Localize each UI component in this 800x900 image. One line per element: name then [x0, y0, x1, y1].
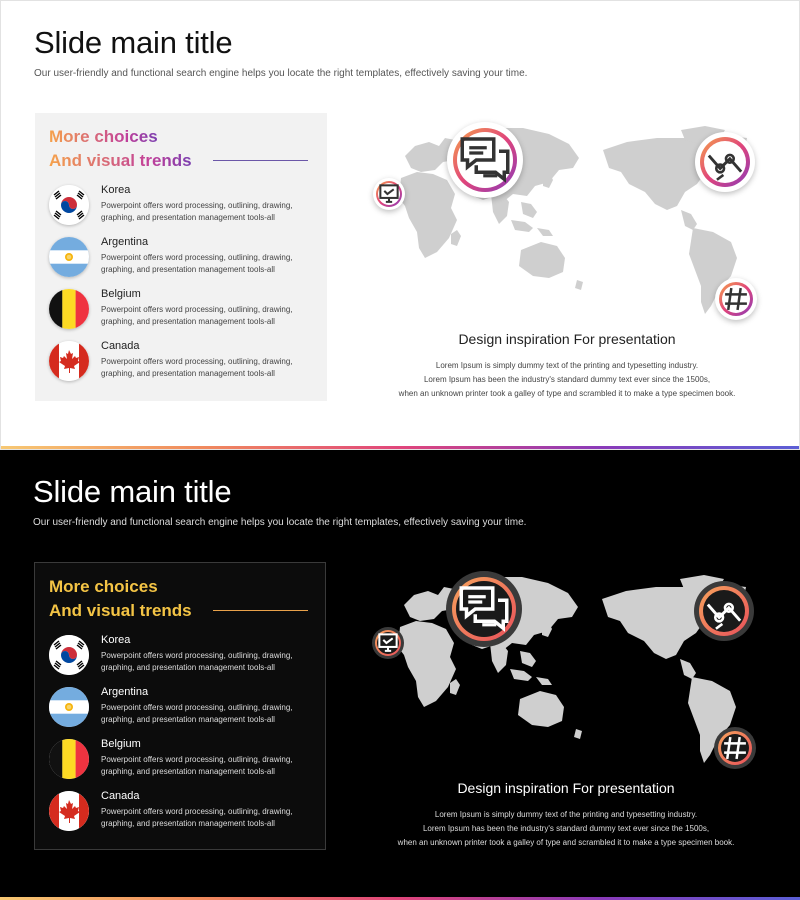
panel-heading-line2: And visual trends: [49, 601, 192, 620]
canada-flag-icon: [49, 791, 89, 831]
korea-flag-icon: [49, 635, 89, 675]
gradient-divider: [1, 446, 800, 449]
presentation-board-icon: [377, 543, 399, 743]
country-description: [101, 650, 316, 673]
text-line: graphing, and presentation management tools-all: [101, 662, 275, 672]
canada-flag-icon: [49, 341, 89, 381]
world-map: [381, 116, 766, 316]
slide-subtitle: Our user-friendly and functional search engine helps you locate the right templates, effectively saving your time.: [33, 517, 527, 528]
country-name: Korea: [101, 184, 131, 196]
country-description: [101, 356, 316, 379]
korea-flag-icon: [49, 185, 89, 225]
map-pin-presentation[interactable]: [373, 178, 405, 210]
country-description: [101, 806, 316, 829]
text-line: Lorem Ipsum has been the industry's standard dummy text ever since the 1500s,: [422, 824, 710, 833]
map-description: [381, 359, 753, 401]
country-description: [101, 252, 316, 275]
country-name: Canada: [101, 340, 140, 352]
map-description: [380, 808, 752, 850]
country-item-korea: [49, 185, 319, 231]
world-map: [380, 565, 765, 765]
country-item-korea: [49, 635, 319, 681]
country-name: Canada: [101, 790, 140, 802]
country-name: Belgium: [101, 288, 141, 300]
country-item-belgium: [49, 739, 319, 785]
chat-bubbles-icon: [457, 60, 513, 260]
text-line: graphing, and presentation management tools-all: [101, 316, 275, 326]
text-line: Powerpoint offers word processing, outlining, drawing,: [101, 357, 293, 366]
panel-heading-line1: More choices: [49, 577, 158, 596]
text-line: when an unknown printer took a galley of type and scrambled it to make a type specimen book.: [397, 838, 735, 847]
chat-bubbles-icon: [456, 509, 512, 709]
text-line: Powerpoint offers word processing, outlining, drawing,: [101, 201, 293, 210]
text-line: Powerpoint offers word processing, outlining, drawing,: [101, 651, 293, 660]
slide-title: Slide main title: [34, 25, 233, 60]
heading-divider: [213, 610, 308, 611]
country-item-canada: [49, 341, 319, 387]
text-line: when an unknown printer took a galley of type and scrambled it to make a type specimen book.: [398, 389, 736, 398]
text-line: Lorem Ipsum is simply dummy text of the printing and typesetting industry.: [434, 810, 698, 819]
country-description: [101, 754, 316, 777]
map-pin-chat[interactable]: [446, 571, 522, 647]
belgium-flag-icon: [49, 289, 89, 329]
country-item-argentina: [49, 687, 319, 733]
country-description: [101, 200, 316, 223]
text-line: Powerpoint offers word processing, outlining, drawing,: [101, 703, 293, 712]
text-line: graphing, and presentation management tools-all: [101, 212, 275, 222]
text-line: Lorem Ipsum has been the industry's standard dummy text ever since the 1500s,: [423, 375, 711, 384]
text-line: Powerpoint offers word processing, outlining, drawing,: [101, 305, 293, 314]
belgium-flag-icon: [49, 739, 89, 779]
panel-heading-line1: More choices: [49, 127, 158, 146]
country-name: Belgium: [101, 738, 141, 750]
country-item-canada: [49, 791, 319, 837]
panel-heading-line2: And visual trends: [49, 151, 192, 170]
country-description: [101, 702, 316, 725]
slide-title: Slide main title: [33, 474, 232, 509]
presentation-board-icon: [378, 94, 400, 294]
slide-dark: [0, 450, 800, 900]
map-caption: Design inspiration For presentation: [458, 331, 676, 347]
country-item-argentina: [49, 237, 319, 283]
text-line: graphing, and presentation management tools-all: [101, 766, 275, 776]
text-line: Lorem Ipsum is simply dummy text of the printing and typesetting industry.: [435, 361, 699, 370]
country-name: Argentina: [101, 686, 149, 698]
country-name: Korea: [101, 634, 131, 646]
text-line: graphing, and presentation management tools-all: [101, 818, 275, 828]
map-pin-presentation[interactable]: [372, 627, 404, 659]
argentina-flag-icon: [49, 687, 89, 727]
map-pin-chat[interactable]: [447, 122, 523, 198]
map-caption: Design inspiration For presentation: [457, 780, 675, 796]
argentina-flag-icon: [49, 237, 89, 277]
text-line: graphing, and presentation management tools-all: [101, 368, 275, 378]
text-line: graphing, and presentation management tools-all: [101, 714, 275, 724]
country-panel: [34, 562, 326, 850]
map-pin-analytics[interactable]: [694, 581, 754, 641]
text-line: graphing, and presentation management tools-all: [101, 264, 275, 274]
map-pin-hashtag[interactable]: [714, 727, 756, 769]
country-item-belgium: [49, 289, 319, 335]
country-name: Argentina: [101, 236, 149, 248]
text-line: Powerpoint offers word processing, outlining, drawing,: [101, 755, 293, 764]
country-description: [101, 304, 316, 327]
country-panel: [35, 113, 327, 401]
map-pin-hashtag[interactable]: [715, 278, 757, 320]
slide-subtitle: Our user-friendly and functional search engine helps you locate the right templates, effectively saving your time.: [34, 68, 528, 79]
text-line: Powerpoint offers word processing, outlining, drawing,: [101, 253, 293, 262]
text-line: Powerpoint offers word processing, outlining, drawing,: [101, 807, 293, 816]
heading-divider: [213, 160, 308, 161]
map-pin-analytics[interactable]: [695, 132, 755, 192]
